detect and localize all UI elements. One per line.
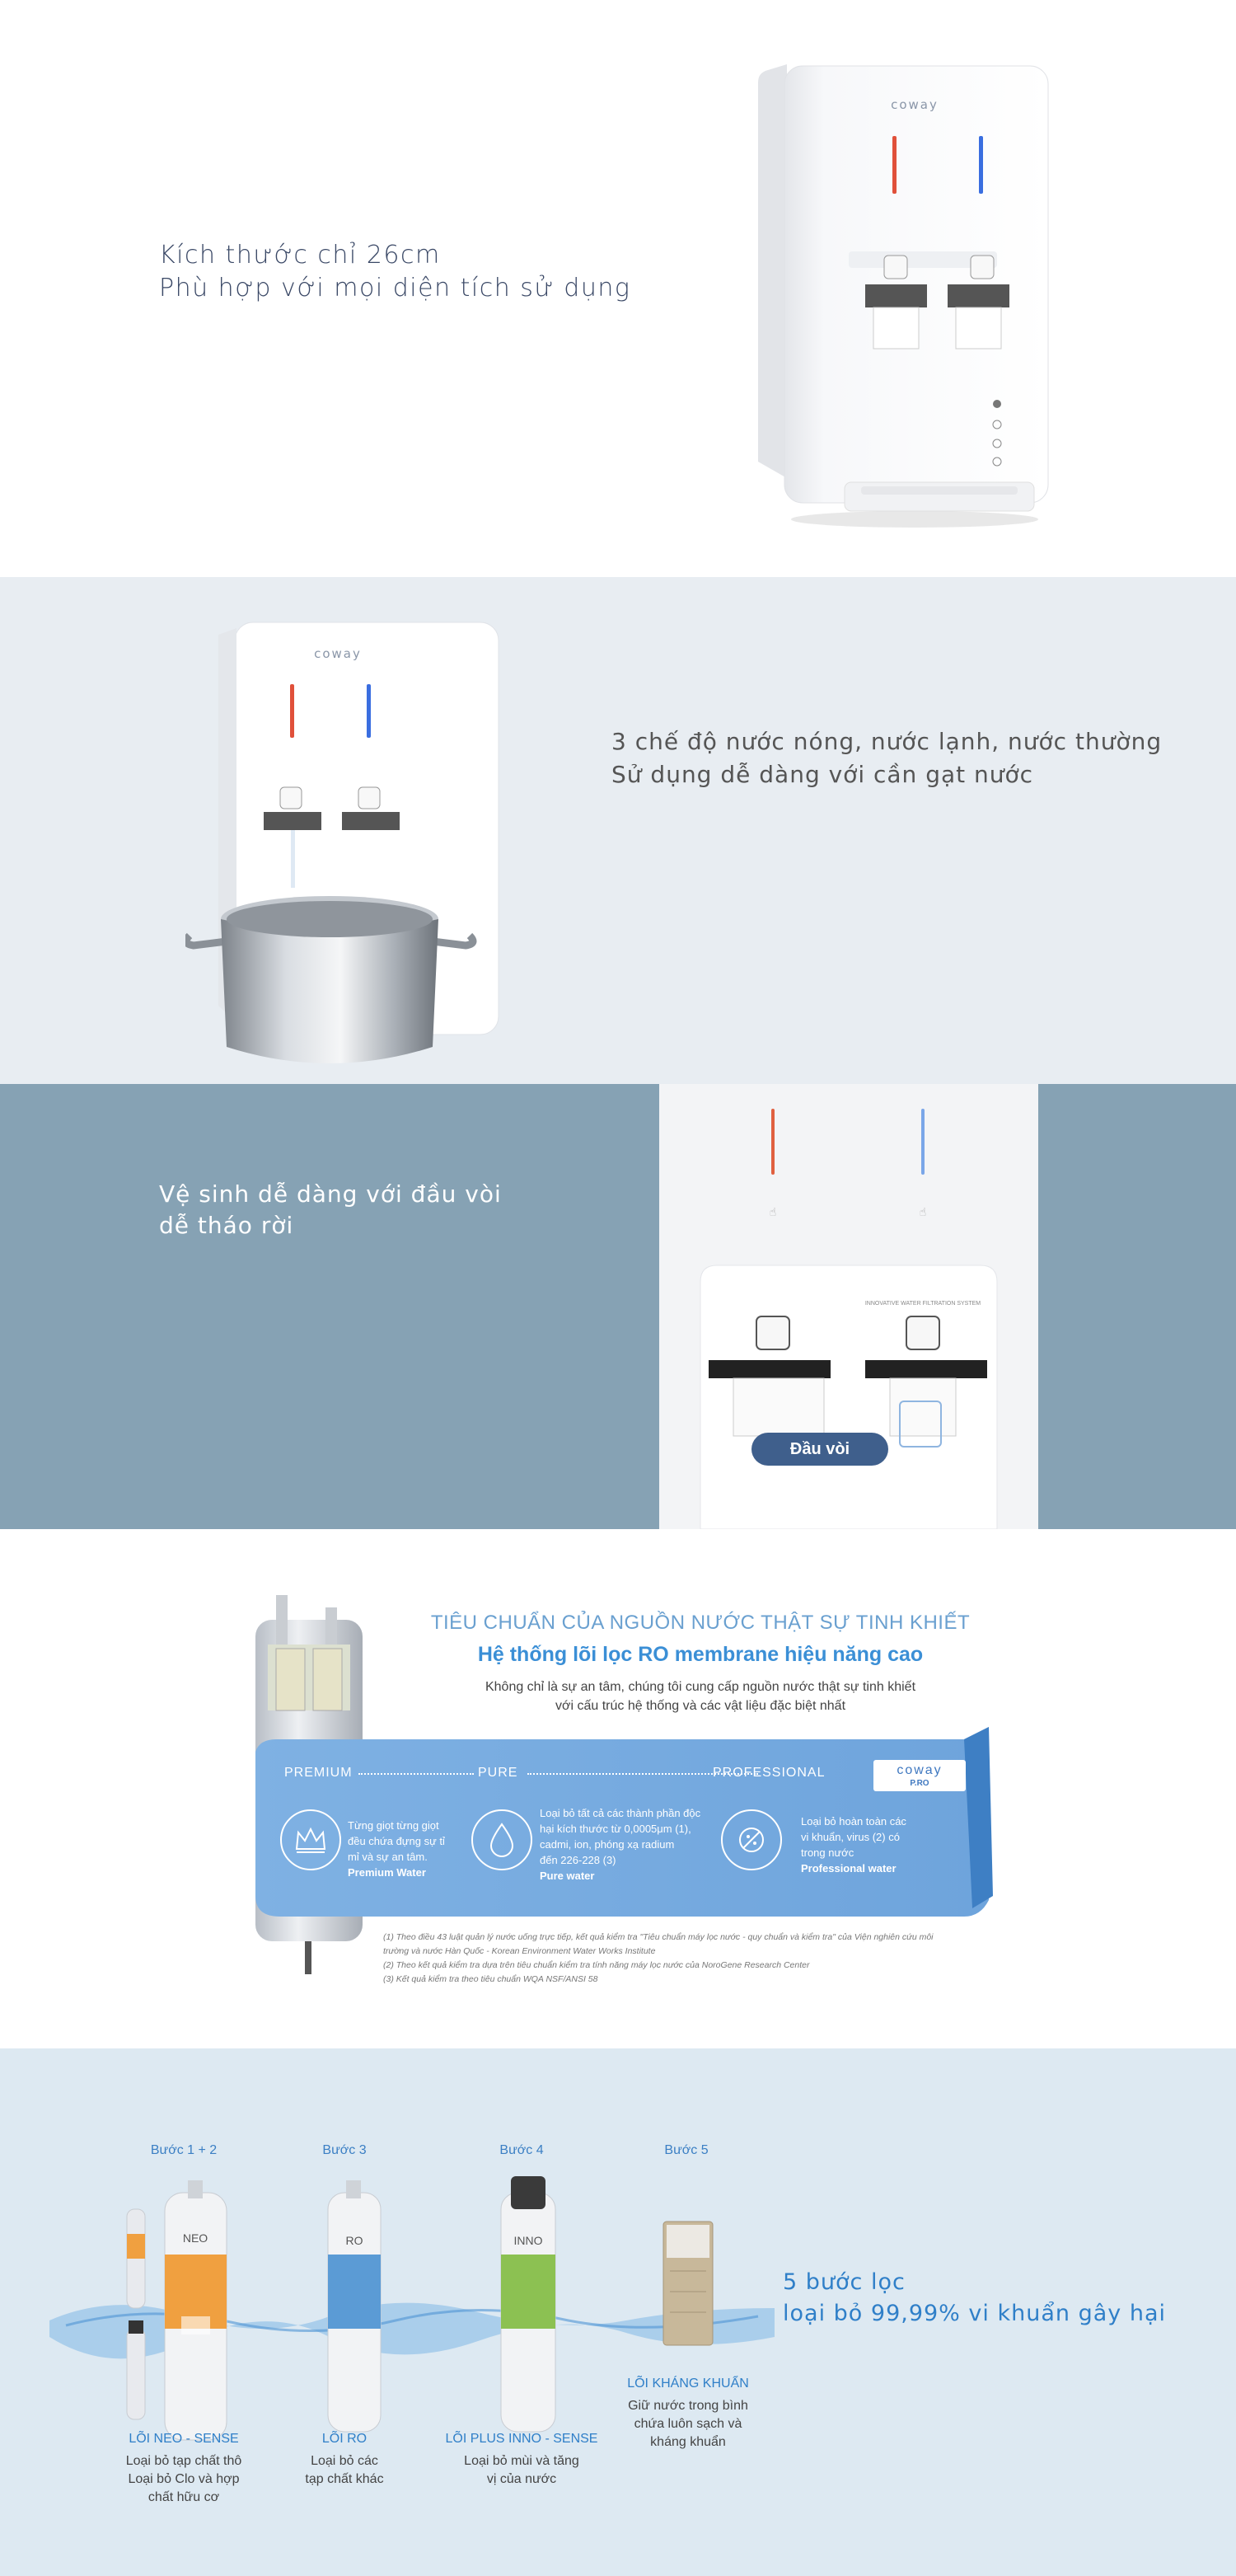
coway-pro-badge — [873, 1760, 966, 1791]
footnote: trường và nước Hàn Quốc - Korean Environment Water Works Institute — [383, 1946, 656, 1956]
step-label-4: Bước 5 — [664, 2143, 709, 2157]
modes-line-1: 3 chế độ nước nóng, nước lạnh, nước thường — [611, 728, 1163, 755]
premium-label: PREMIUM — [284, 1766, 353, 1780]
step-label-3: Bước 4 — [499, 2143, 544, 2157]
core-desc-line: tạp chất khác — [305, 2472, 384, 2486]
size-line-1: Kích thước chỉ 26cm — [159, 241, 441, 270]
section-three-modes — [0, 577, 1236, 1084]
ro-cartridge-label: RO — [345, 2234, 363, 2247]
size-headline — [159, 239, 630, 305]
core-name-neo: LÕI NEO - SENSE — [129, 2432, 239, 2446]
purifier-with-pot-image — [185, 618, 531, 1080]
filter-steps-headline — [783, 2267, 1166, 2330]
brand-logo: coway — [891, 97, 939, 112]
badge-sub: P.RO — [910, 1779, 929, 1788]
feature-premium — [348, 1818, 463, 1880]
standards-ribbon — [255, 1727, 997, 1925]
core-desc-line: vị của nước — [486, 2472, 557, 2486]
badge-brand: coway — [897, 1763, 943, 1777]
clean-headline — [159, 1179, 502, 1241]
footnotes — [383, 1931, 1009, 1987]
core-name-ro: LÕI RO — [321, 2432, 368, 2446]
core-desc-antibacterial — [606, 2397, 770, 2452]
core-desc-line: Loại bỏ mùi và tăng — [464, 2454, 579, 2468]
standard-desc-line-1: Không chỉ là sự an tâm, chúng tôi cung cấp nguồn nước thật sự tinh khiết — [485, 1680, 916, 1694]
feature-pure-title: Pure water — [540, 1870, 595, 1882]
core-desc-line: chứa luôn sạch và — [634, 2417, 742, 2431]
antibacterial-cartridge-image — [655, 2213, 721, 2353]
water-purifier-image — [725, 49, 1071, 544]
water-drop-icon — [471, 1809, 532, 1870]
standard-title: TIÊU CHUẨN CỦA NGUỒN NƯỚC THẬT SỰ TINH KHIẾT — [430, 1612, 971, 1634]
filter-steps-line-2: loại bỏ 99,99% vi khuẩn gây hại — [783, 2301, 1166, 2326]
feature-premium-title: Premium Water — [348, 1866, 426, 1879]
svg-text:☝: ☝ — [769, 1205, 777, 1218]
clean-line-2: dễ tháo rời — [159, 1212, 294, 1239]
core-name-antibacterial: LÕI KHÁNG KHUẨN — [627, 2377, 749, 2391]
faucet-tag-label: Đầu vòi — [789, 1440, 850, 1458]
modes-line-2: Sử dụng dễ dàng với cần gạt nước — [611, 761, 1034, 788]
core-name-inno: LÕI PLUS INNO - SENSE — [445, 2432, 598, 2446]
core-desc-ro — [262, 2452, 427, 2489]
faucet-closeup-image — [659, 1084, 1038, 1529]
section-filter-steps — [0, 2048, 1236, 2576]
footnote: (3) Kết quả kiểm tra theo tiêu chuẩn WQA NSF/ANSI 58 — [383, 1974, 598, 1984]
feature-professional-line: Loại bỏ hoàn toàn các — [801, 1815, 906, 1828]
feature-professional-title: Professional water — [801, 1862, 897, 1875]
core-desc-line: kháng khuẩn — [650, 2435, 726, 2449]
feature-premium-line: mỉ và sự an tâm. — [348, 1851, 428, 1863]
modes-headline — [611, 725, 1162, 791]
feature-premium-line: Từng giọt từng giọt — [348, 1819, 439, 1832]
section-easy-clean — [0, 1084, 1236, 1529]
crown-icon — [280, 1809, 341, 1870]
feature-professional-line: vi khuẩn, virus (2) có — [801, 1831, 900, 1843]
core-desc-line: Loại bỏ các — [311, 2454, 378, 2468]
core-desc-line: Loại bỏ tạp chất thô — [125, 2454, 242, 2468]
feature-pure-line: cadmi, ion, phóng xạ radium — [540, 1838, 675, 1851]
dotted-divider-1 — [358, 1773, 474, 1775]
filter-steps-line-1: 5 bước lọc — [783, 2269, 906, 2295]
feature-pure — [540, 1805, 721, 1884]
brand-logo: coway — [314, 646, 362, 661]
inno-cartridge-label: INNO — [513, 2234, 543, 2247]
feature-professional — [801, 1814, 933, 1876]
faucet-tag — [751, 1433, 888, 1466]
pure-label: PURE — [478, 1766, 518, 1780]
core-desc-line: chất hữu cơ — [147, 2490, 220, 2504]
feature-pure-line: hại kích thước từ 0,0005μm (1), — [540, 1823, 691, 1835]
clean-line-1: Vệ sinh dễ dàng với đầu vòi — [159, 1180, 502, 1208]
footnote: (2) Theo kết quả kiểm tra dựa trên tiêu chuẩn kiểm tra tính năng máy lọc nước của NoroGene Research Center — [383, 1960, 810, 1970]
standard-desc-line-2: với cấu trúc hệ thống và các vật liệu đặc biệt nhất — [555, 1699, 846, 1713]
svg-text:☝: ☝ — [919, 1205, 927, 1218]
standard-subtitle: Hệ thống lõi lọc RO membrane hiệu năng cao — [477, 1643, 924, 1666]
standard-description — [363, 1677, 1038, 1715]
core-desc-inno — [439, 2452, 604, 2489]
panel-label: INNOVATIVE WATER FILTRATION SYSTEM — [864, 1301, 981, 1307]
neo-cartridge-label: NEO — [182, 2231, 208, 2245]
section-ro-standard — [0, 1529, 1236, 2048]
inno-sense-cartridge-image — [486, 2172, 569, 2444]
size-line-2: Phù hợp với mọi diện tích sử dụng — [159, 274, 631, 303]
core-desc-line: Giữ nước trong bình — [628, 2399, 748, 2413]
feature-pure-line: đến 226-228 (3) — [540, 1854, 616, 1866]
feature-premium-line: đều chứa đựng sự tỉ — [348, 1835, 445, 1847]
step-label-2: Bước 3 — [322, 2143, 367, 2157]
core-desc-neo — [101, 2452, 266, 2507]
footnote: (1) Theo điều 43 luật quản lý nước uống trực tiếp, kết quả kiểm tra "Tiêu chuẩn máy lọc nước - quy chuẩn và kiểm tra" của Viện nghiên cứu môi — [383, 1932, 934, 1942]
professional-label: PROFESSIONAL — [713, 1766, 826, 1780]
core-desc-line: Loại bỏ Clo và hợp — [128, 2472, 240, 2486]
feature-pure-line: Loại bỏ tất cả các thành phần độc — [540, 1807, 701, 1819]
step-label-1: Bước 1 + 2 — [150, 2143, 218, 2157]
feature-professional-line: trong nước — [801, 1846, 854, 1859]
shield-icon — [721, 1809, 782, 1870]
ro-cartridge-image — [313, 2172, 396, 2444]
section-compact-size — [0, 0, 1236, 577]
neo-sense-cartridge-image — [115, 2172, 247, 2444]
